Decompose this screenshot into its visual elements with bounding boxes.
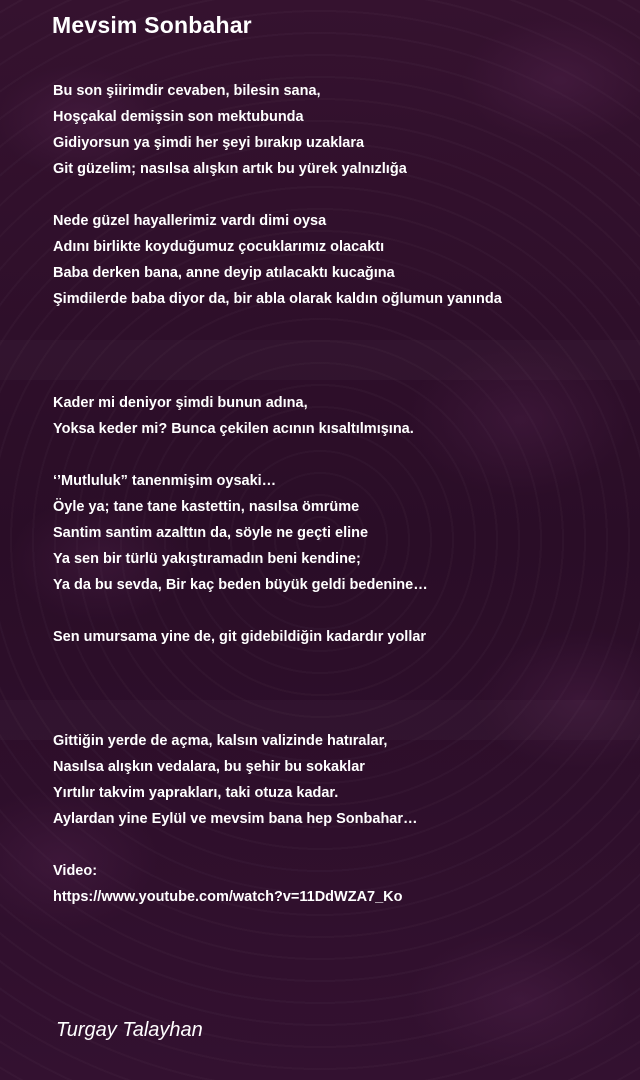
- poem-body: [53, 78, 633, 910]
- poem-line: Gittiğin yerde de açma, kalsın valizinde hatıralar,: [53, 733, 388, 749]
- poem-line: Hoşçakal demişsin son mektubunda: [53, 109, 304, 125]
- poem-line: Adını birlikte koyduğumuz çocuklarımız olacaktı: [53, 239, 385, 255]
- poem-line: Kader mi deniyor şimdi bunun adına,: [53, 395, 308, 411]
- poem-line: Ya da bu sevda, Bir kaç beden büyük geldi bedenine…: [53, 577, 428, 593]
- poem-line: Ya sen bir türlü yakıştıramadın beni kendine;: [53, 551, 361, 567]
- poem-line: Nasılsa alışkın vedalara, bu şehir bu sokaklar: [53, 759, 365, 775]
- poem-line: Git güzelim; nasılsa alışkın artık bu yürek yalnızlığa: [53, 161, 407, 177]
- poem-title: Mevsim Sonbahar: [52, 12, 252, 38]
- stanza-gap: [53, 182, 633, 208]
- poem-line: Yırtılır takvim yaprakları, taki otuza kadar.: [53, 785, 339, 801]
- video-label: Video:: [53, 863, 98, 879]
- stanza-gap: [53, 598, 633, 624]
- poem-line: Nede güzel hayallerimiz vardı dimi oysa: [53, 213, 327, 229]
- stanza-gap: [53, 442, 633, 468]
- poem-line: Santim santim azalttın da, söyle ne geçti eline: [53, 525, 369, 541]
- poem-line: Öyle ya; tane tane kastettin, nasılsa ömrüme: [53, 499, 360, 515]
- poem-line: Aylardan yine Eylül ve mevsim bana hep Sonbahar…: [53, 811, 418, 827]
- poem-line: Sen umursama yine de, git gidebildiğin kadardır yollar: [53, 629, 427, 645]
- stanza-gap: [53, 832, 633, 858]
- poem-line: Bu son şiirimdir cevaben, bilesin sana,: [53, 83, 321, 99]
- author-name: Turgay Talayhan: [56, 1019, 203, 1041]
- poem-line: ‘’Mutluluk” tanenmişim oysaki…: [53, 473, 277, 489]
- video-url: https://www.youtube.com/watch?v=11DdWZA7_Ko: [53, 889, 403, 905]
- poem-line: Şimdilerde baba diyor da, bir abla olarak kaldın oğlumun yanında: [53, 291, 502, 307]
- poem-line: Gidiyorsun ya şimdi her şeyi bırakıp uzaklara: [53, 135, 365, 151]
- stanza-gap: [53, 650, 633, 728]
- stanza-gap: [53, 312, 633, 390]
- poem-line: Baba derken bana, anne deyip atılacaktı kucağına: [53, 265, 395, 281]
- poem-line: Yoksa keder mi? Bunca çekilen acının kısaltılmışına.: [53, 421, 414, 437]
